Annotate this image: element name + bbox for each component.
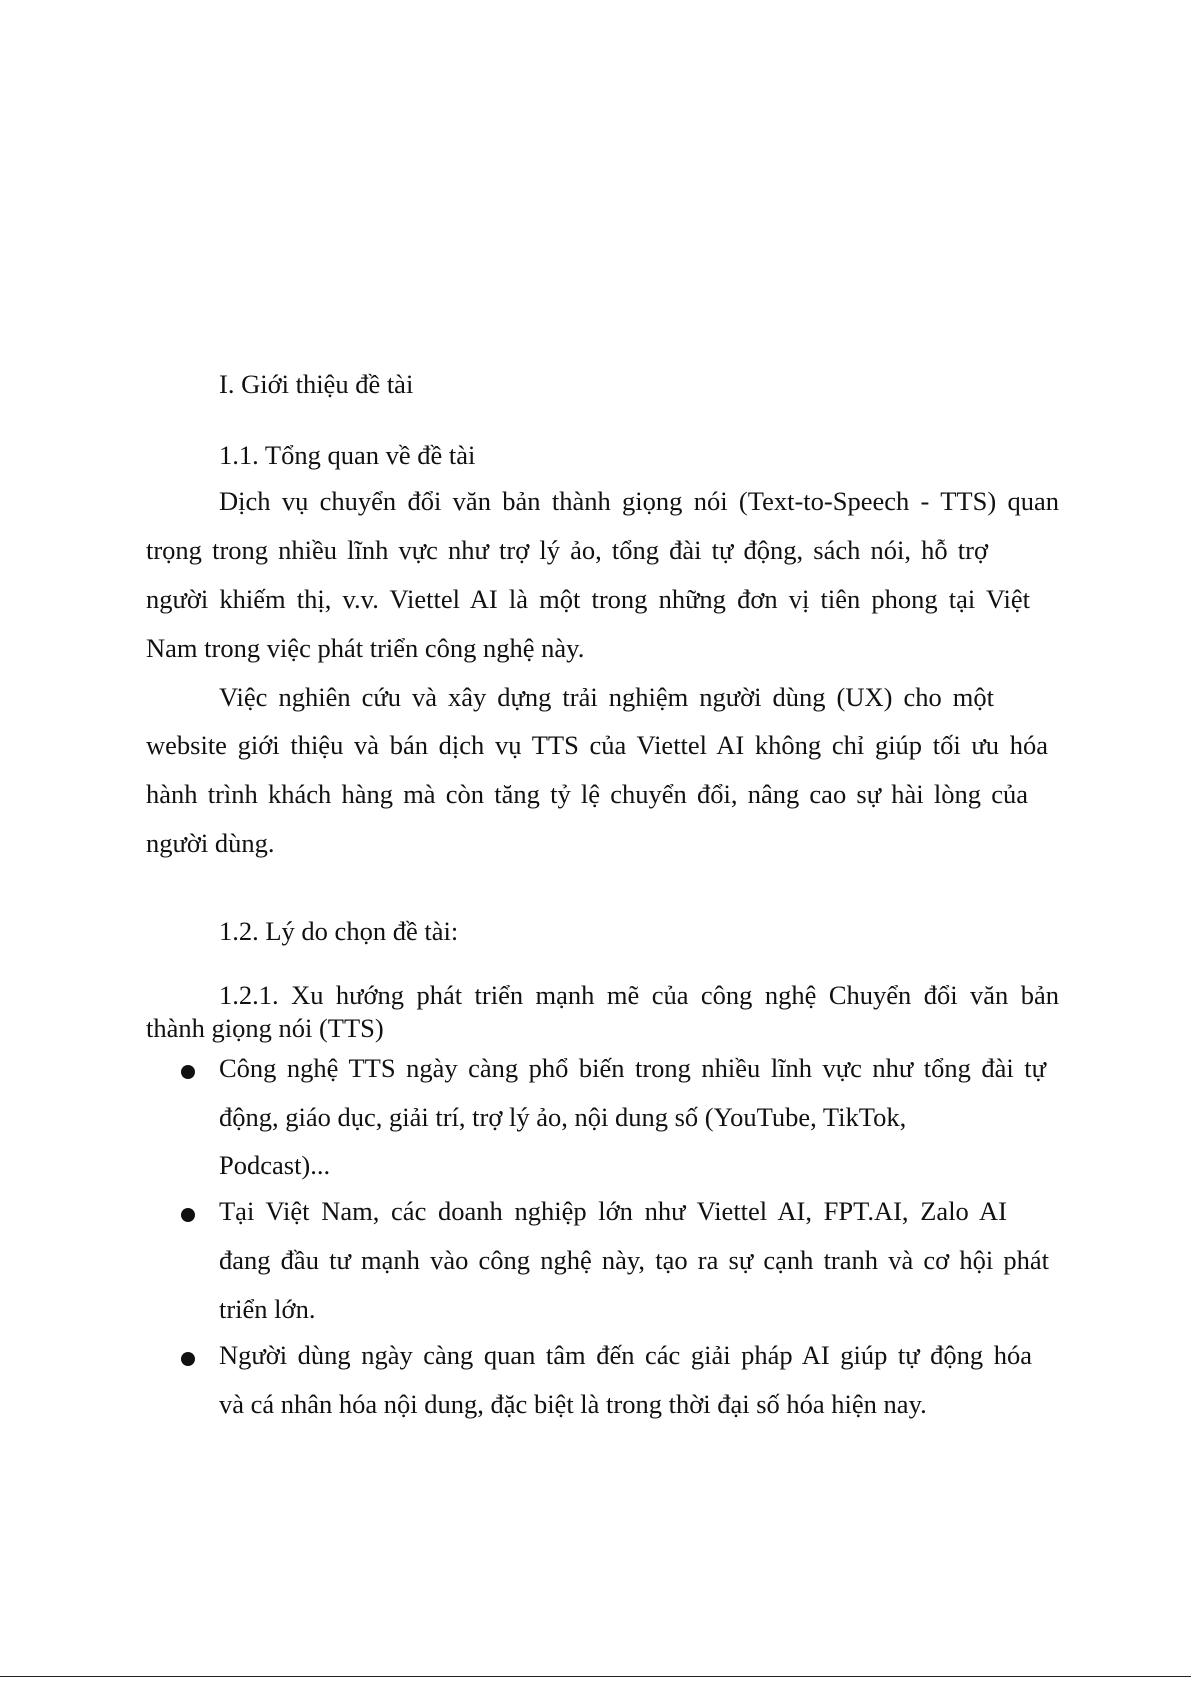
bullet-1-line-1: Công nghệ TTS ngày càng phổ biến trong nhiều lĩnh vực như tổng đài tự xyxy=(219,1053,1046,1083)
bullet-dot-icon xyxy=(181,1065,195,1079)
bullet-3-line-2: và cá nhân hóa nội dung, đặc biệt là trong thời đại số hóa hiện nay. xyxy=(219,1389,927,1419)
overview-paragraph-1-line-4: Nam trong việc phát triển công nghệ này. xyxy=(146,633,585,663)
overview-heading: 1.1. Tổng quan về đề tài xyxy=(219,440,476,470)
overview-paragraph-2-line-2: website giới thiệu và bán dịch vụ TTS của Viettel AI không chỉ giúp tối ưu hóa xyxy=(146,730,1048,760)
overview-paragraph-1-line-1: Dịch vụ chuyển đổi văn bản thành giọng nói (Text-to-Speech - TTS) quan xyxy=(219,486,1059,516)
bullet-1-line-2: động, giáo dục, giải trí, trợ lý ảo, nội dung số (YouTube, TikTok, xyxy=(219,1102,907,1132)
overview-paragraph-1-line-2: trọng trong nhiều lĩnh vực như trợ lý ảo, tổng đài tự động, sách nói, hỗ trợ xyxy=(146,535,988,565)
page-bottom-rule xyxy=(0,1676,1191,1677)
bullet-2-line-2: đang đầu tư mạnh vào công nghệ này, tạo ra sự cạnh tranh và cơ hội phát xyxy=(219,1245,1049,1275)
bullet-2-line-1: Tại Việt Nam, các doanh nghiệp lớn như Viettel AI, FPT.AI, Zalo AI xyxy=(219,1196,1007,1226)
bullet-1-line-3: Podcast)... xyxy=(219,1150,331,1180)
reasons-subheading-line-2: thành giọng nói (TTS) xyxy=(146,1013,384,1043)
bullet-2-line-3: triển lớn. xyxy=(219,1294,316,1324)
overview-paragraph-1-line-3: người khiếm thị, v.v. Viettel AI là một trong những đơn vị tiên phong tại Việt xyxy=(146,584,1030,614)
overview-paragraph-2-line-1: Việc nghiên cứu và xây dựng trải nghiệm người dùng (UX) cho một xyxy=(219,682,994,712)
overview-paragraph-2-line-4: người dùng. xyxy=(146,828,275,858)
bullet-dot-icon xyxy=(181,1352,195,1366)
reasons-heading: 1.2. Lý do chọn đề tài: xyxy=(219,916,459,946)
section-heading: I. Giới thiệu đề tài xyxy=(219,369,414,399)
overview-paragraph-2-line-3: hành trình khách hàng mà còn tăng tỷ lệ chuyển đổi, nâng cao sự hài lòng của xyxy=(146,779,1028,809)
bullet-3-line-1: Người dùng ngày càng quan tâm đến các giải pháp AI giúp tự động hóa xyxy=(219,1340,1032,1370)
reasons-subheading-line-1: 1.2.1. Xu hướng phát triển mạnh mẽ của công nghệ Chuyển đổi văn bản xyxy=(219,980,1059,1010)
bullet-dot-icon xyxy=(181,1208,195,1222)
